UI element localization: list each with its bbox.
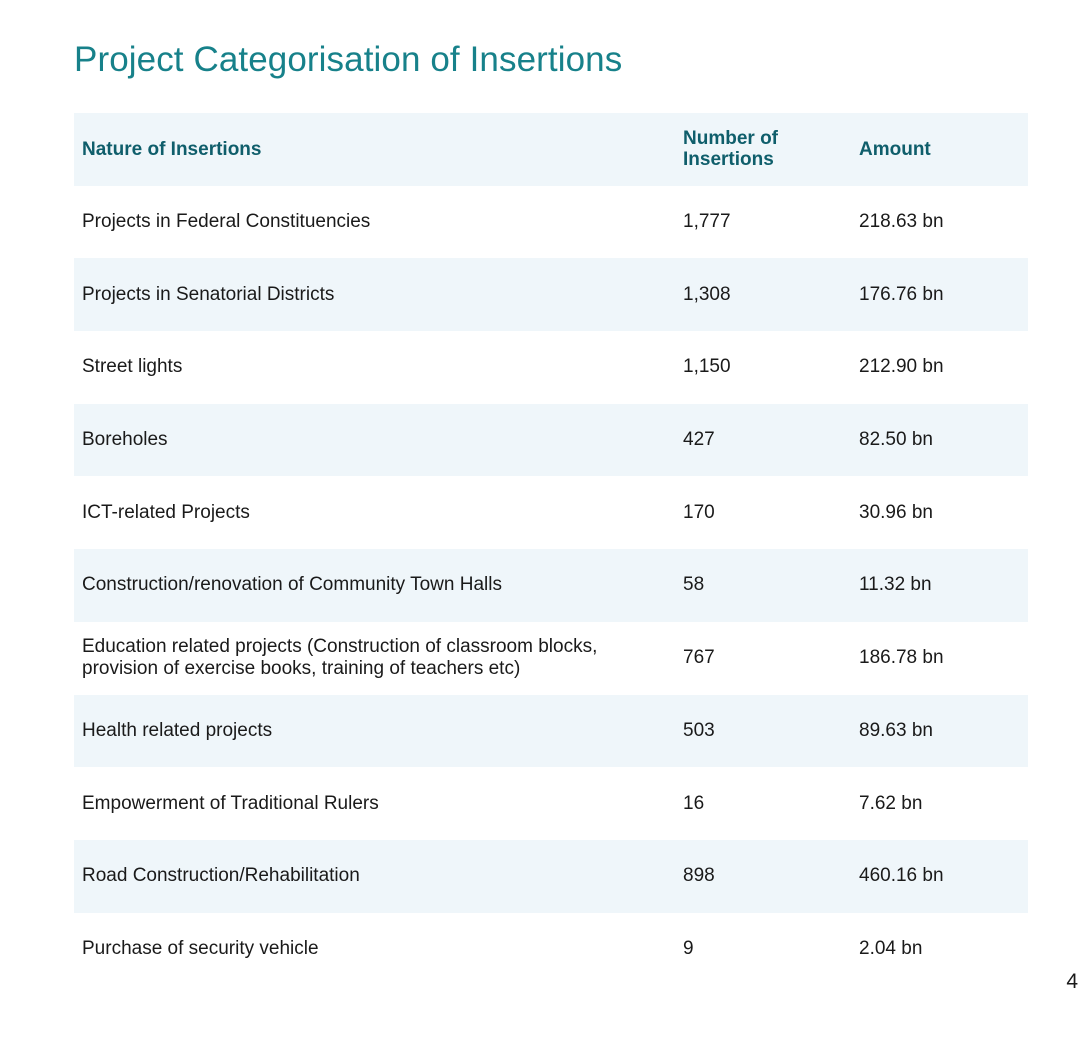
table-row [74,767,1028,840]
cell-number: 1,777 [675,186,851,259]
table-row [74,258,1028,331]
table-row [74,186,1028,259]
table-header-row [74,113,1028,186]
insertions-table [74,113,1028,985]
cell-nature: Projects in Senatorial Districts [74,258,675,331]
cell-amount: 30.96 bn [851,476,1028,549]
cell-amount: 11.32 bn [851,549,1028,622]
cell-amount: 82.50 bn [851,404,1028,477]
cell-number: 16 [675,767,851,840]
cell-amount: 7.62 bn [851,767,1028,840]
cell-number: 58 [675,549,851,622]
cell-number: 9 [675,913,851,986]
cell-amount: 89.63 bn [851,695,1028,768]
cell-amount: 218.63 bn [851,186,1028,259]
header-number [675,113,851,186]
cell-number: 898 [675,840,851,913]
table-row [74,913,1028,986]
table-row [74,622,1028,695]
cell-nature: Health related projects [74,695,675,768]
cell-nature: Road Construction/Rehabilitation [74,840,675,913]
page-number: 4 [1066,970,1078,993]
header-number-line2: Insertions [683,149,774,171]
cell-amount: 176.76 bn [851,258,1028,331]
table-row [74,331,1028,404]
cell-number: 767 [675,622,851,695]
cell-nature: Empowerment of Traditional Rulers [74,767,675,840]
table-row [74,549,1028,622]
header-amount: Amount [851,113,1028,186]
header-nature: Nature of Insertions [74,113,675,186]
cell-amount: 212.90 bn [851,331,1028,404]
cell-amount: 186.78 bn [851,622,1028,695]
cell-nature-line1: Education related projects (Construction of classroom blocks, [82,636,598,658]
page-title: Project Categorisation of Insertions [74,40,623,79]
cell-nature: Street lights [74,331,675,404]
cell-number: 503 [675,695,851,768]
cell-number: 1,150 [675,331,851,404]
cell-amount: 460.16 bn [851,840,1028,913]
table-row [74,840,1028,913]
header-number-line1: Number of [683,128,778,150]
cell-nature: Projects in Federal Constituencies [74,186,675,259]
cell-number: 170 [675,476,851,549]
table-row [74,476,1028,549]
cell-nature: Construction/renovation of Community Town Halls [74,549,675,622]
cell-nature: ICT-related Projects [74,476,675,549]
cell-nature [74,622,675,695]
cell-number: 427 [675,404,851,477]
cell-number: 1,308 [675,258,851,331]
cell-nature: Boreholes [74,404,675,477]
table-row [74,695,1028,768]
cell-amount: 2.04 bn [851,913,1028,986]
table-row [74,404,1028,477]
cell-nature: Purchase of security vehicle [74,913,675,986]
cell-nature-line2: provision of exercise books, training of teachers etc) [82,658,521,680]
